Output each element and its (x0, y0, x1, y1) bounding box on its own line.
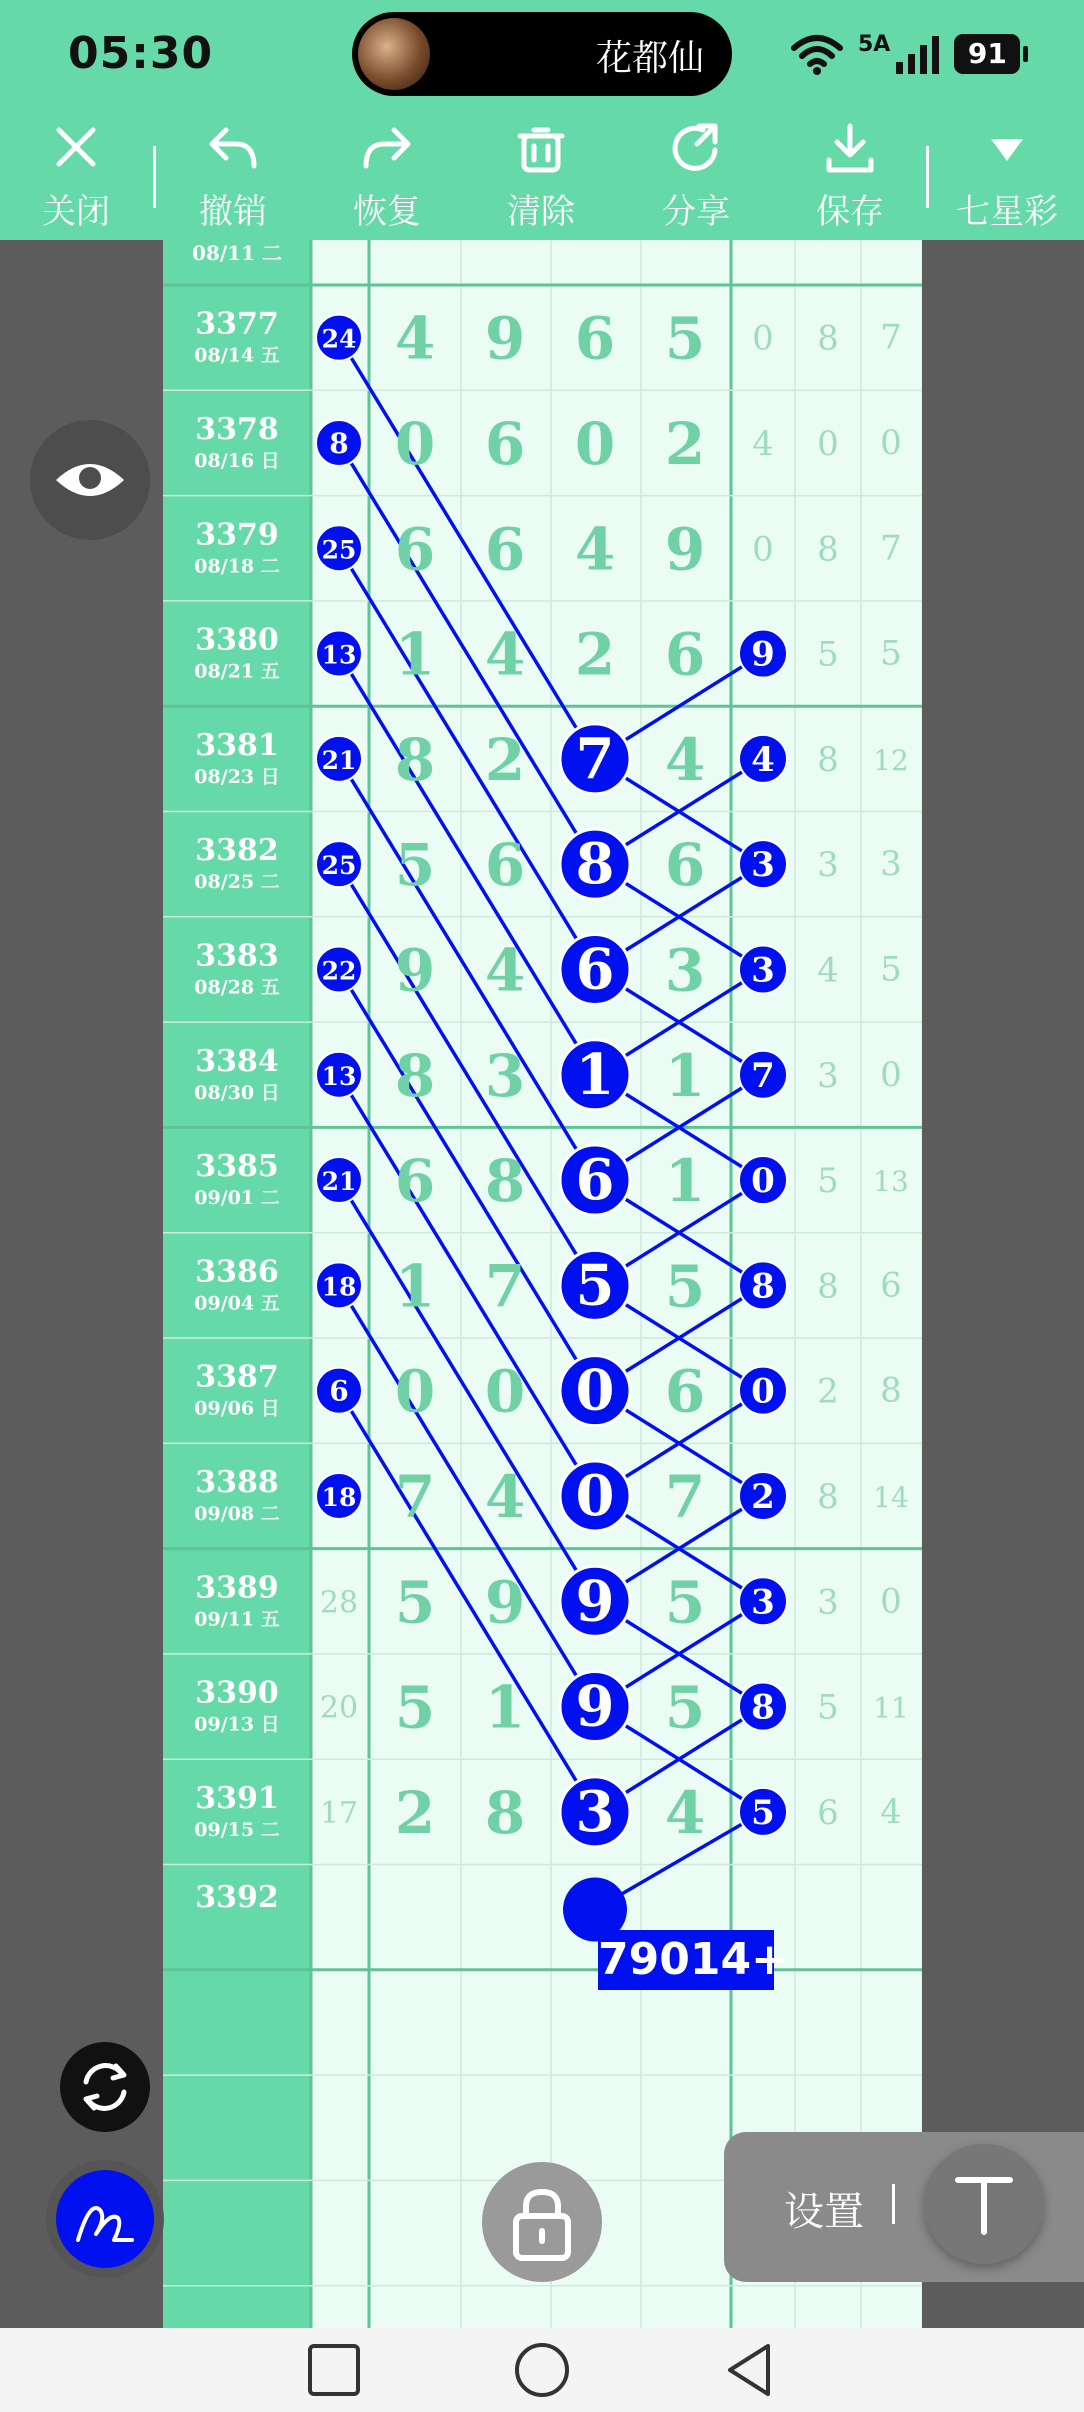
battery-indicator: 91 (954, 34, 1020, 74)
cell-value: 0 (880, 422, 902, 463)
digit-value: 4 (664, 725, 706, 794)
digit-value: 1 (394, 1252, 436, 1321)
digit-value: 3 (484, 1041, 526, 1110)
share-label: 分享 (662, 192, 730, 232)
digit-value: 6 (664, 831, 706, 900)
download-icon (790, 122, 910, 182)
trend-line (339, 1075, 595, 1496)
issue-number: 3380 (195, 622, 279, 658)
digit-value: 1 (575, 1041, 615, 1108)
cell-value: 25 (321, 535, 357, 565)
digit-value: 8 (484, 1778, 526, 1847)
issue-number: 3392 (195, 1880, 279, 1916)
issue-date: 08/14 五 (194, 344, 280, 367)
digit-value: 4 (574, 515, 616, 584)
cell-value: 24 (321, 324, 357, 354)
issue-date: 09/01 二 (194, 1187, 280, 1210)
digit-value: 9 (575, 1568, 615, 1635)
redo-button[interactable] (327, 122, 447, 233)
trend-line (339, 1180, 595, 1601)
issue-date: 08/28 五 (194, 976, 280, 999)
cell-value: 5 (817, 1687, 839, 1728)
digit-value: 0 (394, 409, 436, 478)
digit-value: 6 (575, 936, 615, 1003)
cell-value: 28 (319, 1585, 359, 1621)
pen-icon (56, 2170, 154, 2268)
cell-value: 3 (751, 950, 775, 991)
digit-value: 2 (394, 1778, 436, 1847)
close-button[interactable] (16, 122, 136, 233)
digit-value: 6 (664, 1357, 706, 1426)
issue-date: 09/04 五 (194, 1292, 280, 1315)
digit-value: 4 (484, 620, 526, 689)
digit-value: 7 (575, 725, 615, 792)
digit-value: 6 (484, 515, 526, 584)
media-title: 花都仙 (596, 38, 705, 79)
cell-value: 3 (751, 1582, 775, 1623)
cell-value: 20 (319, 1690, 359, 1726)
trend-line (339, 1285, 595, 1706)
cell-value: 21 (321, 745, 357, 775)
digit-value: 0 (575, 1462, 615, 1529)
digit-value: 3 (664, 936, 706, 1005)
save-button[interactable] (790, 122, 910, 233)
chart-canvas[interactable] (163, 240, 922, 2328)
toolbar (0, 108, 1084, 240)
navigation-bar (0, 2328, 1084, 2412)
cell-value: 0 (880, 1581, 902, 1622)
recents-button[interactable] (304, 2342, 364, 2398)
digit-value: 6 (484, 831, 526, 900)
digit-value: 9 (575, 1673, 615, 1740)
trend-line (339, 654, 595, 1075)
issue-date: 08/21 五 (194, 660, 280, 683)
eye-icon (30, 420, 150, 540)
issue-date: 08/16 日 (194, 449, 280, 472)
digit-value: 2 (484, 725, 526, 794)
digit-value: 2 (664, 409, 706, 478)
issue-number: 3377 (195, 306, 279, 342)
toolbar-divider (153, 146, 156, 208)
trend-line (339, 548, 595, 969)
cell-value: 7 (880, 317, 902, 358)
trend-line (339, 338, 595, 759)
trend-line (339, 969, 595, 1390)
cell-value: 5 (751, 1792, 775, 1833)
digit-value: 8 (394, 1041, 436, 1110)
back-button[interactable] (720, 2342, 780, 2398)
cell-value: 8 (817, 1476, 839, 1517)
visibility-toggle[interactable] (30, 420, 150, 540)
undo-icon (173, 122, 293, 182)
save-label: 保存 (816, 192, 884, 232)
trend-line (339, 1391, 595, 1812)
cell-value: 8 (817, 739, 839, 780)
rotate-icon (60, 2042, 150, 2132)
cell-value: 0 (752, 529, 774, 570)
issue-number: 3384 (195, 1043, 279, 1079)
issue-number: 3385 (195, 1149, 279, 1185)
square-icon (304, 2342, 364, 2398)
digit-value: 6 (575, 1147, 615, 1214)
issue-date: 09/11 五 (194, 1608, 280, 1631)
issue-date: 09/06 日 (194, 1397, 280, 1420)
digit-value: 0 (484, 1357, 526, 1426)
cell-value: 6 (817, 1792, 839, 1833)
digit-value: 5 (664, 1673, 706, 1742)
cell-value: 9 (751, 634, 775, 675)
cell-value: 13 (321, 640, 357, 670)
cell-value: 5 (880, 949, 902, 990)
digit-value: 4 (394, 304, 436, 373)
cell-value: 7 (751, 1055, 775, 1096)
cell-value: 0 (752, 318, 774, 359)
digit-value: 4 (664, 1778, 706, 1847)
issue-number: 3381 (195, 727, 279, 763)
digit-value: 6 (574, 304, 616, 373)
digit-value: 9 (394, 936, 436, 1005)
cell-value: 3 (817, 1055, 839, 1096)
cell-value: 11 (873, 1691, 909, 1725)
cell-value: 17 (319, 1795, 359, 1831)
digit-value: 6 (394, 515, 436, 584)
digit-value: 4 (484, 936, 526, 1005)
close-label: 关闭 (42, 192, 110, 232)
cell-value: 8 (880, 1370, 902, 1411)
clock: 05:30 (68, 28, 214, 79)
digit-value: 9 (664, 515, 706, 584)
issue-number: 3379 (195, 517, 279, 553)
cell-value: 0 (880, 1054, 902, 1095)
digit-value: 2 (574, 620, 616, 689)
digit-value: 5 (394, 1673, 436, 1742)
share-button[interactable] (636, 122, 756, 233)
status-bar (0, 0, 1084, 108)
digit-value: 5 (394, 831, 436, 900)
cell-value: 13 (873, 1165, 909, 1199)
cell-value: 13 (321, 1061, 357, 1091)
cell-value: 7 (880, 528, 902, 569)
digit-value: 0 (575, 1357, 615, 1424)
digit-value: 6 (664, 620, 706, 689)
cell-value: 8 (329, 426, 349, 460)
digit-value: 1 (484, 1673, 526, 1742)
cell-value: 21 (321, 1167, 357, 1197)
pen-tool-button[interactable] (46, 2160, 164, 2278)
trend-line (339, 759, 595, 1180)
issue-date: 09/08 二 (194, 1502, 280, 1525)
trend-chart[interactable] (163, 240, 922, 2328)
issue-number: 3388 (195, 1464, 279, 1500)
cell-value: 2 (817, 1371, 839, 1412)
cell-value: 6 (329, 1374, 349, 1408)
digit-value: 8 (394, 725, 436, 794)
cell-value: 0 (751, 1371, 775, 1412)
cell-value: 6 (880, 1265, 902, 1306)
cell-value: 0 (751, 1161, 775, 1202)
cell-value: 5 (817, 1161, 839, 1202)
network-type: 5A (858, 31, 891, 57)
rotate-button[interactable] (60, 2042, 150, 2132)
cell-value: 5 (880, 633, 902, 674)
digit-value: 8 (575, 831, 615, 898)
text-tool-button[interactable] (924, 2144, 1044, 2264)
media-thumbnail (358, 18, 430, 90)
pen-tool (56, 2170, 154, 2268)
cell-value: 4 (752, 423, 774, 464)
cell-value: 8 (751, 1687, 775, 1728)
signal-icon (896, 34, 940, 74)
digit-value: 5 (664, 1568, 706, 1637)
settings-button[interactable]: 设置 (784, 2189, 864, 2235)
redo-icon (327, 122, 447, 182)
clear-button[interactable] (481, 122, 601, 233)
prediction-badge: 79014+ (598, 1930, 774, 1990)
home-button[interactable] (512, 2342, 572, 2398)
cell-value: 4 (751, 739, 775, 780)
share-icon (636, 122, 756, 182)
trend-line (339, 864, 595, 1285)
cell-value: 25 (321, 851, 357, 881)
digit-value: 5 (575, 1252, 615, 1319)
issue-number: 3382 (195, 833, 279, 869)
cell-value: 14 (873, 1480, 909, 1514)
undo-label: 撤销 (199, 192, 267, 232)
cell-value: 4 (880, 1791, 902, 1832)
lock-button[interactable] (482, 2162, 602, 2282)
cell-value: 8 (817, 1266, 839, 1307)
issue-date: 09/13 日 (194, 1713, 280, 1736)
cell-value: 12 (873, 743, 909, 777)
undo-button[interactable] (173, 122, 293, 233)
digit-value: 0 (574, 409, 616, 478)
cell-value: 3 (751, 845, 775, 886)
cell-value: 3 (880, 844, 902, 885)
circle-icon (512, 2342, 572, 2398)
settings-divider (892, 2184, 895, 2224)
issue-date: 09/15 二 (194, 1818, 280, 1841)
trend-line (339, 443, 595, 864)
text-icon (924, 2144, 1044, 2264)
issue-number: 3387 (195, 1359, 279, 1395)
triangle-back-icon (720, 2342, 780, 2398)
digit-value: 5 (664, 1252, 706, 1321)
cell-value: 22 (321, 956, 357, 986)
digit-value: 1 (664, 1147, 706, 1216)
issue-number: 3391 (195, 1780, 279, 1816)
cell-value: 0 (817, 423, 839, 464)
cell-value: 8 (817, 318, 839, 359)
digit-value: 6 (394, 1147, 436, 1216)
cell-value: 3 (817, 845, 839, 886)
digit-value: 0 (394, 1357, 436, 1426)
wifi-icon (790, 32, 844, 76)
status-icons (790, 30, 1020, 78)
settings-panel (724, 2132, 1084, 2282)
triangle-down-icon (946, 122, 1068, 182)
digit-value: 6 (484, 409, 526, 478)
cell-value: 18 (321, 1482, 357, 1512)
issue-number: 3386 (195, 1254, 279, 1290)
cell-value: 8 (817, 529, 839, 570)
digit-value: 7 (664, 1462, 706, 1531)
lottery-type-label: 七星彩 (956, 192, 1058, 232)
cell-value: 2 (751, 1476, 775, 1517)
dynamic-island[interactable] (352, 12, 732, 96)
close-icon (16, 122, 136, 182)
issue-number: 3383 (195, 938, 279, 974)
digit-value: 7 (394, 1462, 436, 1531)
digit-value: 5 (394, 1568, 436, 1637)
digit-value: 7 (484, 1252, 526, 1321)
issue-date: 08/30 日 (194, 1081, 280, 1104)
issue-date: 08/11 二 (192, 241, 282, 265)
issue-date: 08/23 日 (194, 765, 280, 788)
digit-value: 9 (484, 304, 526, 373)
lock-icon (482, 2162, 602, 2282)
digit-value: 5 (664, 304, 706, 373)
cell-value: 5 (817, 634, 839, 675)
issue-number: 3378 (195, 411, 279, 447)
redo-label: 恢复 (353, 192, 421, 232)
lottery-type-selector[interactable] (946, 122, 1068, 233)
cell-value: 18 (321, 1272, 357, 1302)
clear-label: 清除 (507, 192, 575, 232)
digit-value: 1 (664, 1041, 706, 1110)
cell-value: 8 (751, 1266, 775, 1307)
issue-date: 08/25 二 (194, 871, 280, 894)
digit-value: 3 (575, 1778, 615, 1845)
cell-value: 3 (817, 1582, 839, 1623)
digit-value: 8 (484, 1147, 526, 1216)
digit-value: 4 (484, 1462, 526, 1531)
trash-icon (481, 122, 601, 182)
digit-value: 9 (484, 1568, 526, 1637)
cell-value: 4 (817, 950, 839, 991)
issue-number: 3390 (195, 1675, 279, 1711)
issue-date: 08/18 二 (194, 555, 280, 578)
digit-value: 1 (394, 620, 436, 689)
issue-number: 3389 (195, 1570, 279, 1606)
toolbar-divider (926, 146, 929, 208)
